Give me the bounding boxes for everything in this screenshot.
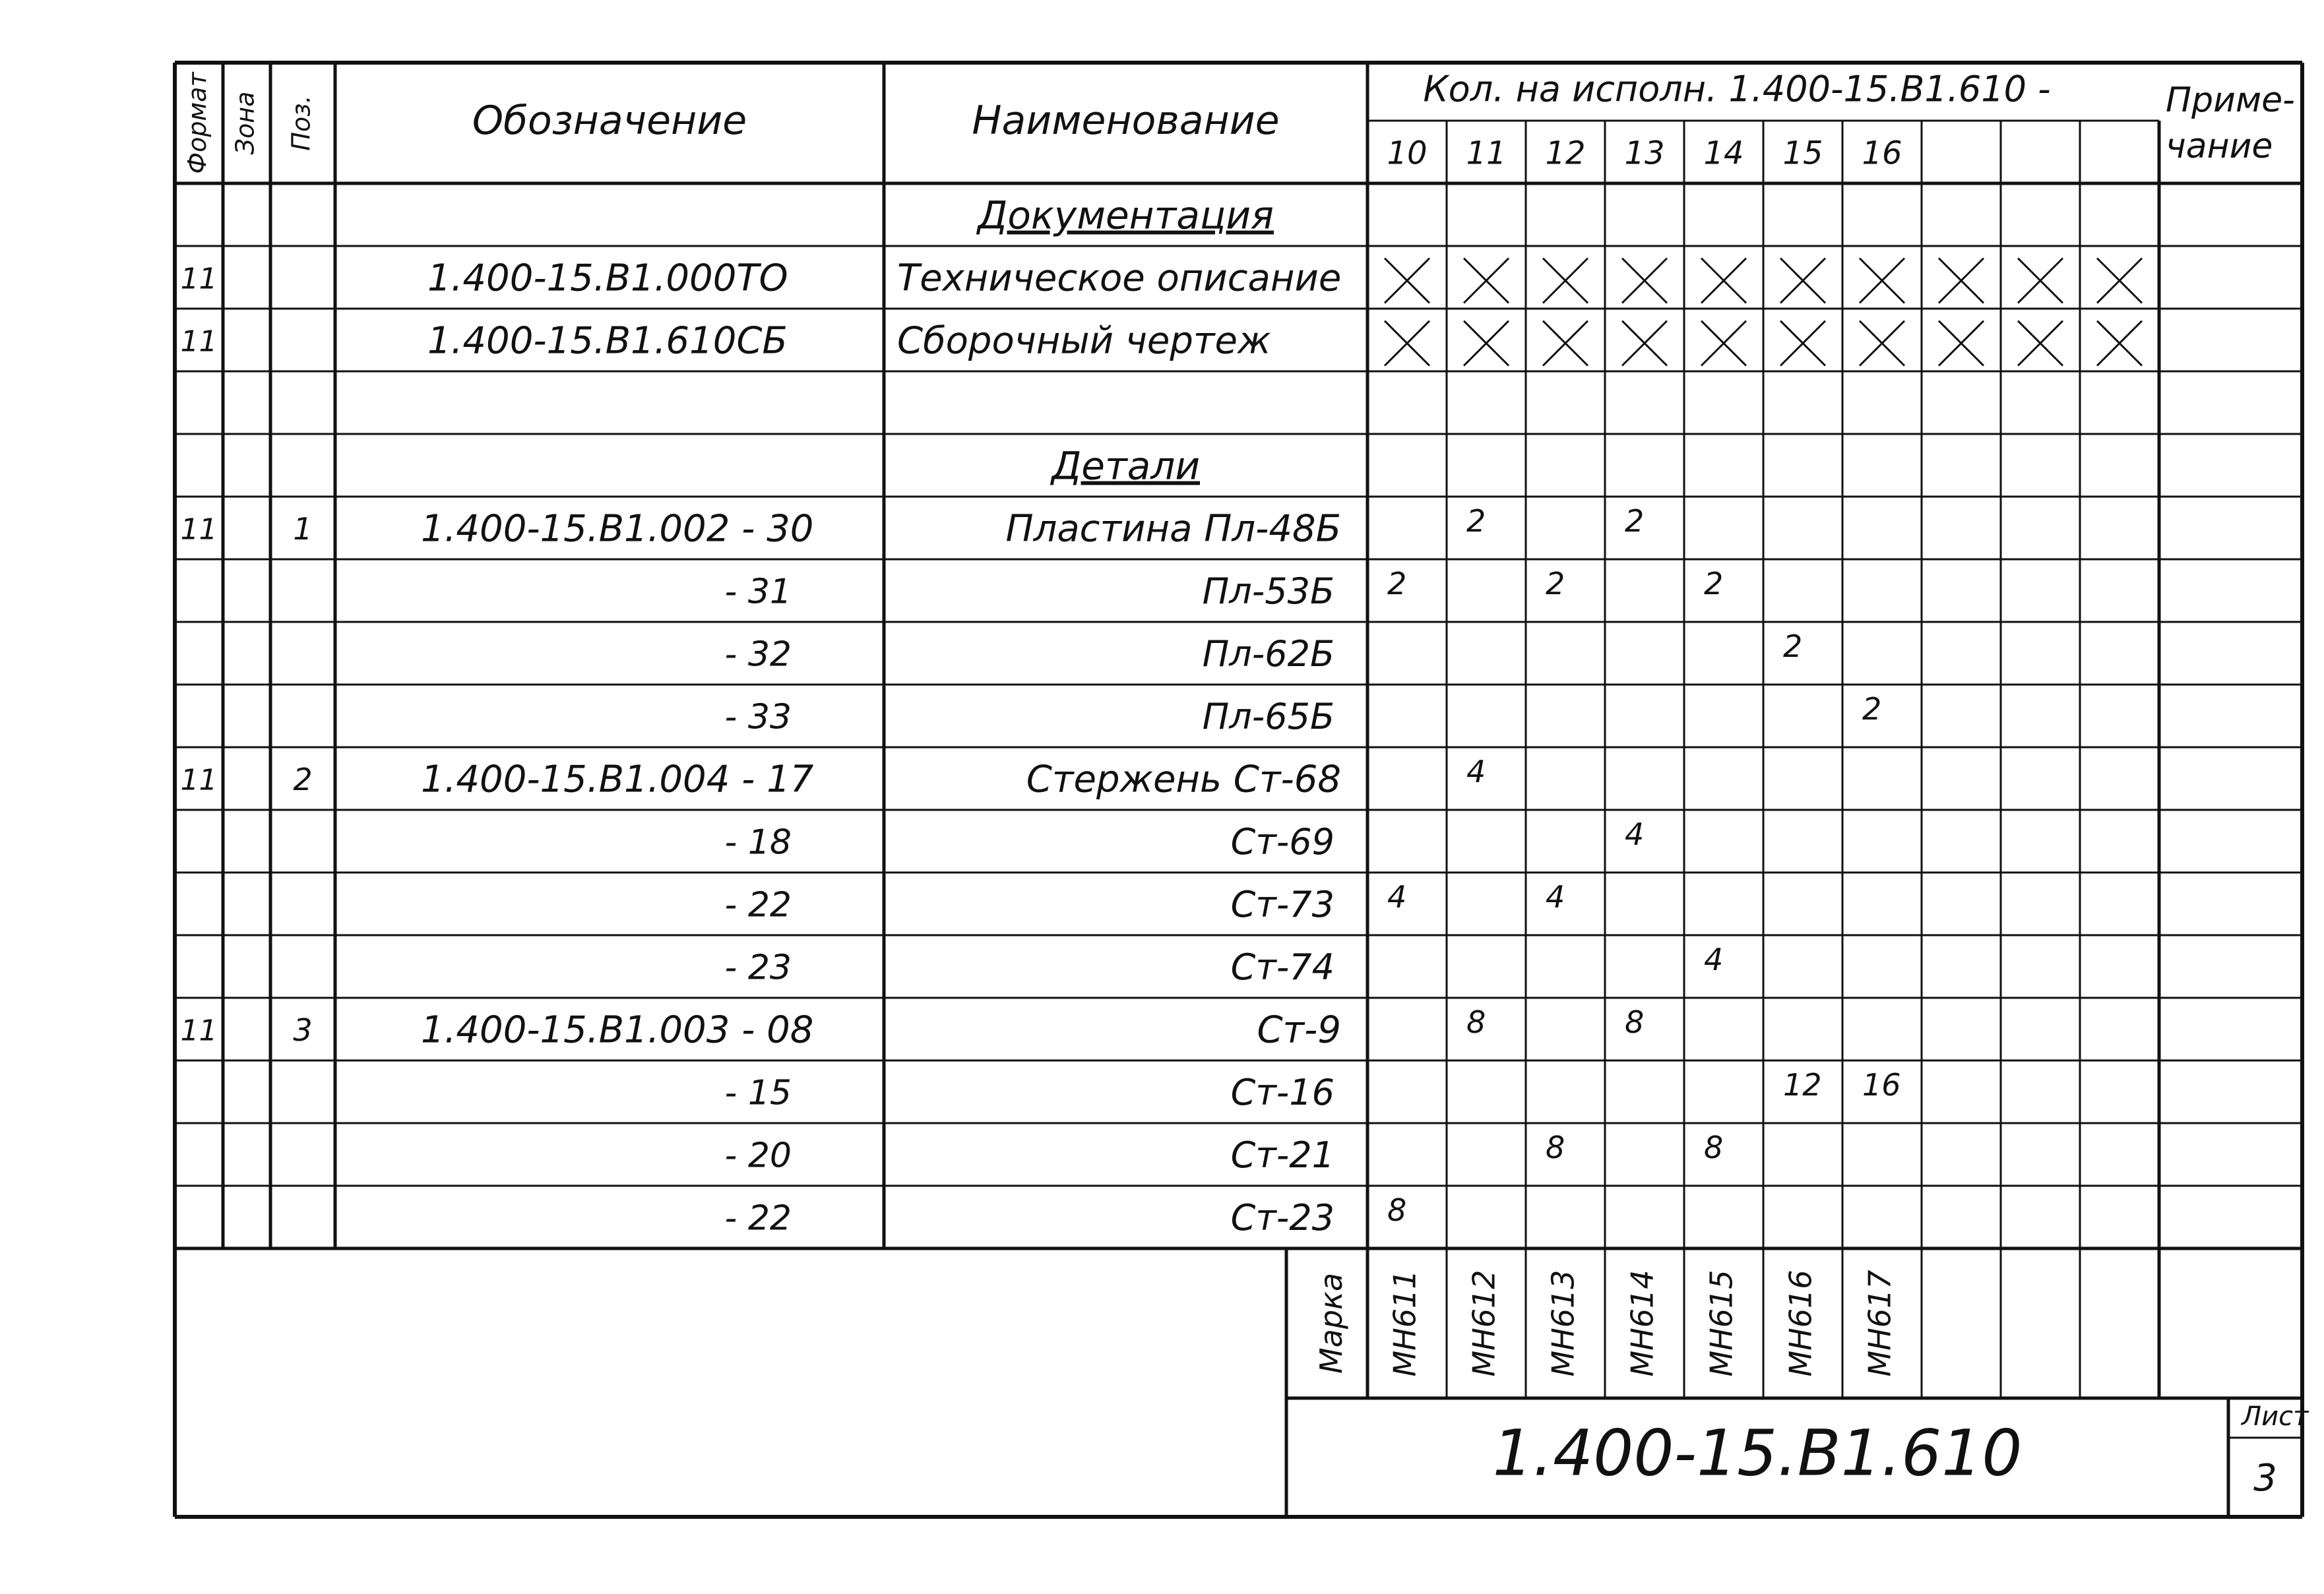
cross-mark-icon <box>1860 321 1904 366</box>
row-designation: 1.400-15.В1.002 - 30 <box>421 507 814 551</box>
drawing-code: 1.400-15.В1.610 <box>1492 1416 2023 1490</box>
row-name: Стержень Ст-68 <box>1026 758 1341 801</box>
row-quantity: 2 <box>1466 503 1486 539</box>
cross-mark-icon <box>1543 321 1588 366</box>
sheet-label: Лист <box>2242 1401 2309 1432</box>
sheet-number: 3 <box>2253 1457 2277 1500</box>
cross-mark-icon <box>1622 321 1667 366</box>
cross-mark-icon <box>1385 321 1429 366</box>
cross-mark-icon <box>2018 321 2063 366</box>
row-format: 11 <box>180 1014 218 1048</box>
row-designation: - 23 <box>724 948 792 988</box>
cross-mark-icon <box>1701 321 1746 366</box>
mark-value: МН617 <box>1862 1270 1898 1377</box>
header-note-line2: чание <box>2166 127 2273 166</box>
row-name: Ст-73 <box>1230 884 1335 926</box>
row-quantity: 16 <box>1862 1067 1901 1103</box>
header-note-line1: Приме- <box>2166 80 2295 120</box>
header-pos: Поз. <box>286 95 316 151</box>
header-format: Формат <box>183 72 212 174</box>
cross-mark-icon <box>2018 259 2063 303</box>
row-designation: 1.400-15.В1.000ТО <box>427 257 788 300</box>
header-variant-11: 11 <box>1466 135 1507 172</box>
cross-mark-icon <box>1780 259 1825 303</box>
table-content <box>181 69 2310 1500</box>
row-quantity: 2 <box>1704 566 1724 601</box>
cross-mark-icon <box>1543 259 1588 303</box>
row-designation: 1.400-15.В1.610СБ <box>427 319 788 363</box>
row-designation: - 15 <box>724 1073 792 1113</box>
row-quantity: 2 <box>1783 628 1803 664</box>
row-format: 11 <box>180 512 218 547</box>
cross-mark-icon <box>2097 259 2142 303</box>
row-position: 3 <box>293 1012 313 1048</box>
row-format: 11 <box>180 262 218 296</box>
header-variant-14: 14 <box>1703 135 1744 172</box>
section-heading: Документация <box>978 193 1274 238</box>
header-variant-13: 13 <box>1624 135 1665 172</box>
cross-mark-icon <box>1464 321 1509 366</box>
mark-label: Марка <box>1313 1272 1349 1374</box>
row-designation: - 18 <box>724 822 792 863</box>
row-name: Ст-69 <box>1230 821 1335 863</box>
cross-mark-icon <box>1385 259 1429 303</box>
row-designation: - 20 <box>724 1136 792 1176</box>
cross-mark-icon <box>1939 321 1984 366</box>
row-quantity: 4 <box>1546 879 1565 915</box>
row-name: Ст-23 <box>1230 1197 1335 1239</box>
cross-mark-icon <box>1780 321 1825 366</box>
header-variant-10: 10 <box>1387 135 1428 172</box>
row-format: 11 <box>180 763 218 797</box>
row-name: Ст-21 <box>1230 1134 1335 1177</box>
row-designation: - 32 <box>724 634 792 675</box>
header-variant-15: 15 <box>1782 135 1823 172</box>
row-designation: 1.400-15.В1.004 - 17 <box>421 758 814 801</box>
row-designation: - 31 <box>724 572 792 612</box>
row-format: 11 <box>180 324 218 359</box>
row-quantity: 4 <box>1625 816 1645 852</box>
row-quantity: 12 <box>1783 1067 1822 1103</box>
row-position: 1 <box>293 511 313 547</box>
section-heading: Детали <box>1051 443 1201 489</box>
header-variant-12: 12 <box>1545 135 1586 172</box>
mark-value: МН616 <box>1782 1270 1819 1377</box>
row-quantity: 2 <box>1625 503 1645 539</box>
row-name: Ст-9 <box>1257 1008 1341 1052</box>
row-name: Пл-53Б <box>1202 570 1335 613</box>
header-designation: Обозначение <box>472 98 747 144</box>
row-quantity: 8 <box>1546 1130 1565 1165</box>
row-quantity: 8 <box>1625 1004 1645 1040</box>
header-name: Наименование <box>972 98 1280 144</box>
row-name: Ст-16 <box>1230 1072 1335 1114</box>
cross-mark-icon <box>1622 259 1667 303</box>
row-quantity: 8 <box>1704 1130 1724 1165</box>
mark-value: МН613 <box>1545 1270 1581 1377</box>
row-quantity: 4 <box>1466 754 1486 789</box>
cross-mark-icon <box>1939 259 1984 303</box>
row-quantity: 8 <box>1466 1004 1486 1040</box>
row-quantity: 4 <box>1387 879 1407 915</box>
header-qty-title: Кол. на исполн. 1.400-15.В1.610 - <box>1423 68 2051 110</box>
row-quantity: 4 <box>1704 942 1724 977</box>
row-name: Техническое описание <box>897 257 1342 300</box>
row-position: 2 <box>293 762 313 797</box>
row-designation: - 22 <box>724 1198 792 1239</box>
row-name: Пл-62Б <box>1202 633 1335 675</box>
row-name: Ст-74 <box>1230 946 1335 989</box>
row-designation: - 22 <box>724 885 792 925</box>
row-quantity: 2 <box>1546 566 1565 601</box>
row-designation: - 33 <box>724 697 792 737</box>
header-variant-16: 16 <box>1862 135 1902 172</box>
cross-mark-icon <box>2097 321 2142 366</box>
row-quantity: 2 <box>1862 691 1882 727</box>
mark-value: МН614 <box>1624 1270 1660 1377</box>
cross-mark-icon <box>1701 259 1746 303</box>
header-zone: Зона <box>230 91 260 155</box>
row-name: Пл-65Б <box>1202 696 1335 738</box>
row-designation: 1.400-15.В1.003 - 08 <box>421 1008 814 1052</box>
row-quantity: 2 <box>1387 566 1407 601</box>
row-quantity: 8 <box>1387 1192 1407 1228</box>
row-name: Пластина Пл-48Б <box>1005 507 1341 551</box>
cross-mark-icon <box>1860 259 1904 303</box>
mark-value: МН615 <box>1703 1270 1740 1377</box>
mark-value: МН612 <box>1466 1270 1502 1377</box>
row-name: Сборочный чертеж <box>897 319 1271 363</box>
cross-mark-icon <box>1464 259 1509 303</box>
mark-value: МН611 <box>1387 1270 1423 1377</box>
